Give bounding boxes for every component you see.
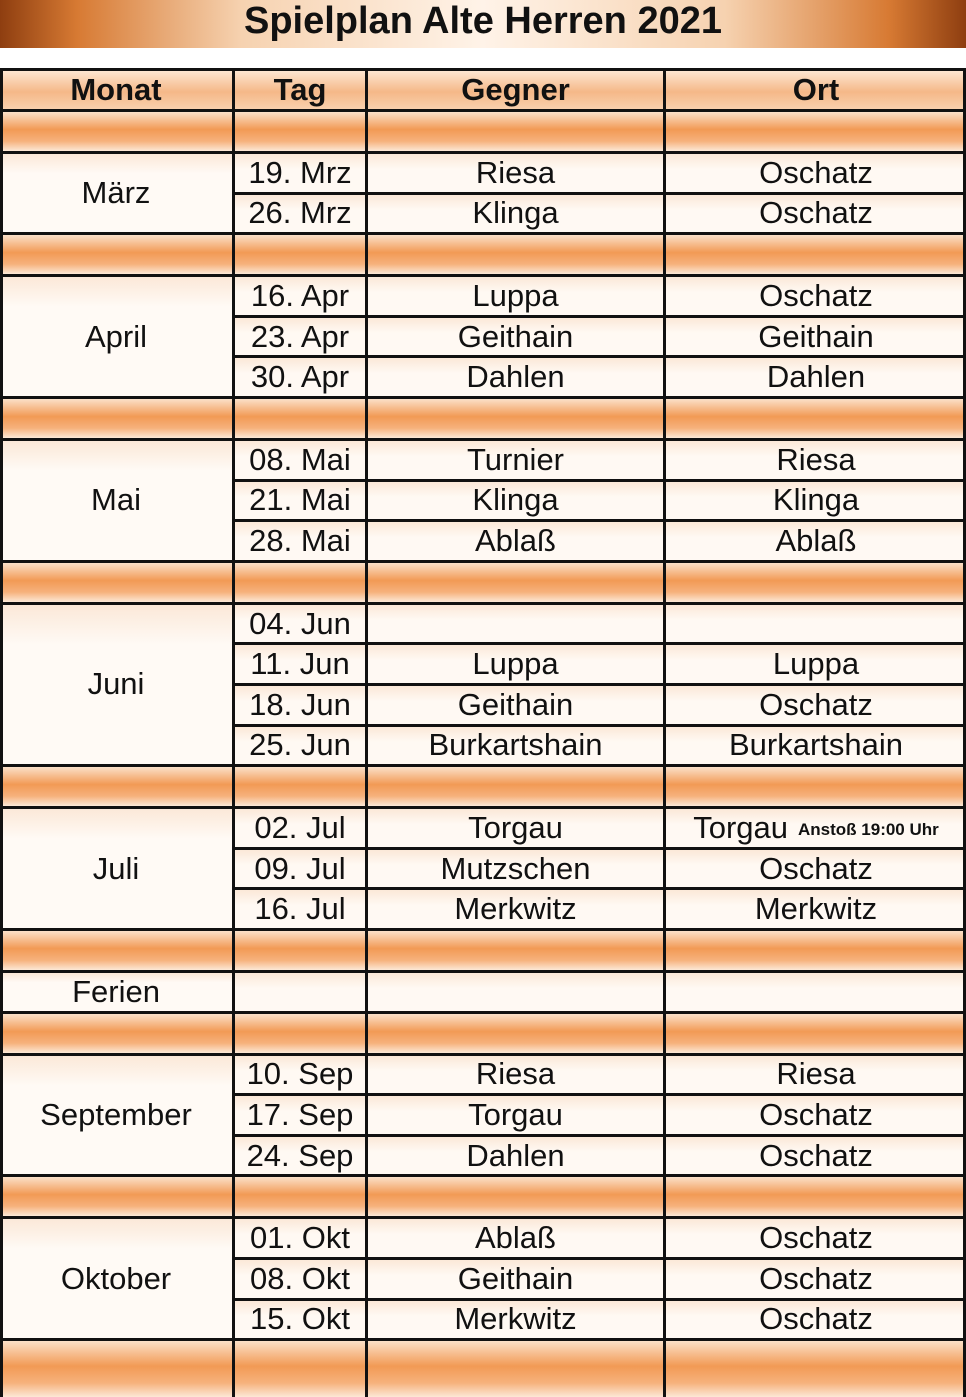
game-location: [666, 809, 966, 847]
game-day: [235, 973, 365, 1011]
game-day: 15. Okt: [250, 1301, 350, 1337]
game-location-text: Oschatz: [759, 277, 873, 313]
game-opponent: Riesa: [475, 1056, 556, 1092]
game-location: [666, 195, 966, 233]
game-day: 16. Jul: [254, 891, 346, 927]
game-opponent: Mutzschen: [440, 850, 591, 886]
header-location: Ort: [792, 72, 840, 107]
game-location-text: Oschatz: [759, 195, 873, 231]
game-location: [666, 1260, 966, 1298]
game-opponent: Geithain: [457, 686, 574, 722]
game-location: [666, 358, 966, 396]
game-day: 08. Mai: [249, 441, 351, 477]
game-location-text: Luppa: [772, 646, 860, 682]
column-divider: [365, 68, 368, 1397]
game-day: 16. Apr: [250, 277, 350, 313]
game-location-text: Oschatz: [759, 850, 873, 886]
column-divider: [232, 68, 235, 1397]
game-day: 28. Mai: [249, 522, 351, 558]
game-day: 21. Mai: [249, 482, 351, 518]
game-location: [666, 1056, 966, 1094]
game-day: 25. Jun: [249, 727, 351, 763]
game-opponent: Geithain: [457, 1260, 574, 1296]
game-day: 10. Sep: [246, 1056, 354, 1092]
spacer-row: [0, 931, 966, 970]
game-location: [666, 522, 966, 560]
game-location: [666, 1137, 966, 1175]
game-day: 01. Okt: [250, 1220, 350, 1256]
game-location-text: Riesa: [776, 441, 856, 477]
game-opponent: Ablaß: [475, 1220, 556, 1256]
game-location-text: Oschatz: [759, 1260, 873, 1296]
game-location-text: Torgau: [693, 809, 789, 845]
game-opponent: Dahlen: [466, 1137, 565, 1173]
game-location-text: Dahlen: [766, 359, 866, 395]
column-divider: [0, 68, 3, 1397]
game-location: [666, 482, 966, 520]
game-location-text: Oschatz: [759, 686, 873, 722]
spacer-row: [0, 767, 966, 806]
game-location: [666, 686, 966, 724]
game-day: 30. Apr: [250, 359, 350, 395]
game-location: [666, 890, 966, 928]
game-location: [666, 277, 966, 315]
game-location-text: Oschatz: [759, 1137, 873, 1173]
header-month: Monat: [70, 72, 162, 107]
game-location-text: Burkartshain: [728, 727, 904, 763]
game-location-text: Oschatz: [759, 1096, 873, 1132]
game-location: [666, 645, 966, 683]
game-opponent: Torgau: [468, 809, 563, 845]
month-label: September: [0, 1056, 232, 1175]
kickoff-note: Anstoß 19:00 Uhr: [798, 819, 939, 839]
game-opponent: Torgau: [468, 1096, 563, 1132]
month-label: Oktober: [0, 1219, 232, 1338]
game-location-text: Oschatz: [759, 1301, 873, 1337]
game-opponent: Merkwitz: [454, 891, 577, 927]
month-label: Ferien: [0, 973, 232, 1011]
header-opponent: Gegner: [461, 72, 570, 107]
game-location: [666, 727, 966, 765]
month-label: Mai: [0, 441, 232, 560]
game-location: [666, 154, 966, 192]
page-title: Spielplan Alte Herren 2021: [0, 0, 966, 48]
header-day: Tag: [273, 72, 327, 107]
month-label: Juli: [0, 809, 232, 928]
game-opponent: Luppa: [472, 277, 559, 313]
spacer-row: [0, 112, 966, 151]
game-location: [666, 1301, 966, 1339]
game-day: 09. Jul: [254, 850, 346, 886]
game-day: 18. Jun: [249, 686, 351, 722]
game-location-text: Ablaß: [775, 522, 857, 558]
spacer-row: [0, 563, 966, 602]
game-day: 19. Mrz: [248, 154, 352, 190]
game-day: 23. Apr: [250, 318, 350, 354]
game-opponent: Dahlen: [466, 359, 565, 395]
game-location-text: Klinga: [772, 482, 860, 518]
game-day: 08. Okt: [250, 1260, 350, 1296]
game-opponent: [368, 973, 663, 1011]
game-opponent: Ablaß: [475, 522, 556, 558]
spacer-row: [0, 1177, 966, 1216]
game-location: [666, 850, 966, 888]
game-day: 17. Sep: [246, 1096, 354, 1132]
game-location: [666, 318, 966, 356]
game-location: [666, 441, 966, 479]
month-label: April: [0, 277, 232, 396]
game-day: 24. Sep: [246, 1137, 354, 1173]
spacer-row: [0, 1341, 966, 1397]
game-opponent: Luppa: [472, 646, 559, 682]
game-day: 02. Jul: [254, 809, 346, 845]
game-opponent: Burkartshain: [428, 727, 603, 763]
game-location: [666, 973, 966, 1011]
game-day: 11. Jun: [250, 646, 350, 682]
game-opponent: Riesa: [475, 154, 556, 190]
game-opponent: Geithain: [457, 318, 574, 354]
game-location-text: Geithain: [758, 318, 874, 354]
game-day: 26. Mrz: [248, 195, 352, 231]
game-location: [666, 605, 966, 643]
spacer-row: [0, 1014, 966, 1053]
game-location-text: Merkwitz: [754, 891, 878, 927]
game-opponent: Klinga: [472, 195, 559, 231]
month-label: März: [0, 154, 232, 232]
game-location-text: Oschatz: [759, 1220, 873, 1256]
game-opponent: Turnier: [466, 441, 565, 477]
month-label: Juni: [0, 605, 232, 764]
game-opponent: Merkwitz: [454, 1301, 577, 1337]
header-row: [0, 71, 966, 109]
game-location: [666, 1096, 966, 1134]
game-opponent: [368, 605, 663, 643]
game-location-text: Riesa: [776, 1056, 856, 1092]
game-location: [666, 1219, 966, 1257]
spacer-row: [0, 235, 966, 274]
game-day: 04. Jun: [249, 605, 351, 641]
column-divider: [663, 68, 666, 1397]
game-opponent: Klinga: [472, 482, 559, 518]
spacer-row: [0, 399, 966, 438]
game-location-text: Oschatz: [759, 154, 873, 190]
